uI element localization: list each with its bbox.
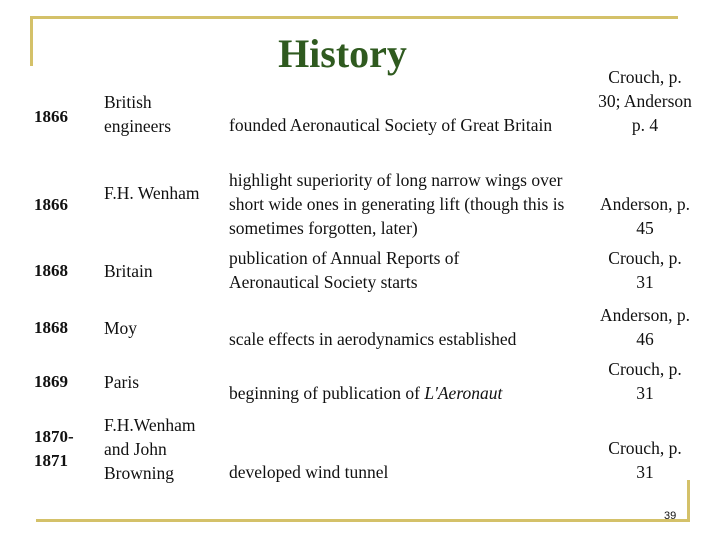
- publication-title: L'Aeronaut: [424, 383, 503, 403]
- row-who: Paris: [104, 372, 139, 392]
- row-who: Moy: [104, 318, 138, 338]
- row-source: Crouch, p. 30; Anderson p. 4: [598, 67, 692, 135]
- page-number: 39: [664, 510, 677, 522]
- frame-bottom-rule: [36, 519, 690, 522]
- row-who: F.H. Wenham: [104, 183, 200, 203]
- frame-right-rule: [687, 480, 690, 522]
- slide-title: History: [278, 31, 407, 76]
- row-what: founded Aeronautical Society of Great Britain: [229, 115, 553, 135]
- row-who: F.H.Wenham and John Browning: [104, 415, 196, 483]
- row-what: publication of Annual Reports of Aeronautical Society starts: [229, 248, 460, 292]
- row-year: 1868: [34, 318, 68, 337]
- row-what-text: beginning of publication of: [229, 383, 425, 403]
- row-source: Crouch, p. 31: [608, 359, 682, 403]
- row-year: 1866: [34, 195, 68, 214]
- row-what: developed wind tunnel: [229, 462, 389, 482]
- row-year: 1870-1871: [34, 427, 74, 470]
- row-who: British engineers: [104, 92, 172, 136]
- frame-top-rule: [30, 16, 678, 19]
- row-year: 1868: [34, 261, 68, 280]
- row-source: Anderson, p. 46: [600, 305, 690, 349]
- row-who: Britain: [104, 261, 153, 281]
- row-source: Crouch, p. 31: [608, 248, 682, 292]
- row-source: Crouch, p. 31: [608, 438, 682, 482]
- row-what: scale effects in aerodynamics established: [229, 329, 517, 349]
- row-source: Anderson, p. 45: [600, 194, 690, 238]
- row-what: highlight superiority of long narrow wings over short wide ones in generating lift (though this is sometimes forgotten, later): [229, 170, 565, 238]
- row-year: 1866: [34, 107, 68, 126]
- row-year: 1869: [34, 372, 68, 391]
- row-what: [229, 381, 584, 405]
